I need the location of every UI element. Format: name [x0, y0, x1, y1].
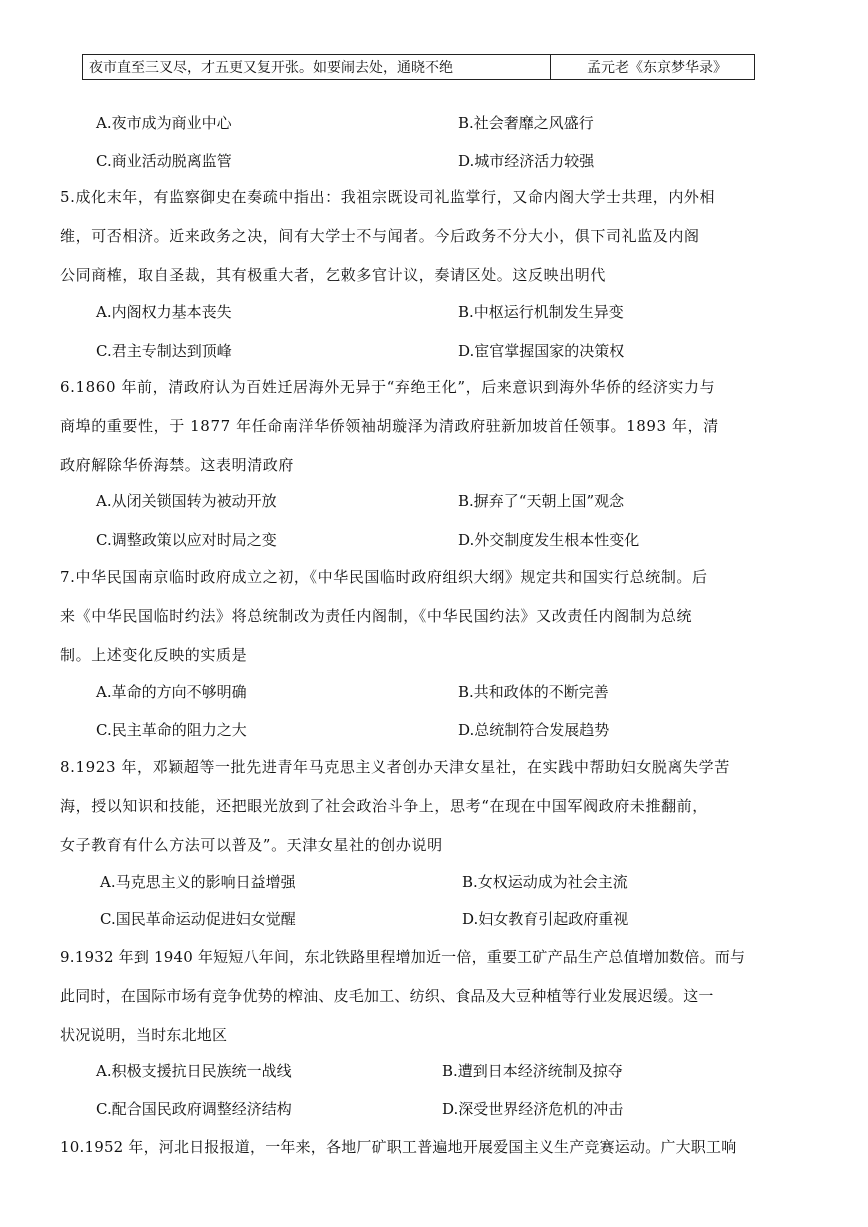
- q8-stem-line: 女子教育有什么方法可以普及”。天津女星社的创办说明: [60, 836, 443, 854]
- q9-option-c: C.配合国民政府调整经济结构: [96, 1100, 292, 1118]
- q7-stem-line: 制。上述变化反映的实质是: [60, 646, 248, 664]
- q10-stem-line: 10.1952 年，河北日报报道，一年来，各地厂矿职工普遍地开展爱国主义生产竞赛运动。广大职工响: [60, 1138, 737, 1156]
- q9-stem-line: 9.1932 年到 1940 年短短八年间，东北铁路里程增加近一倍，重要工矿产品生产总值增加数倍。而与: [60, 948, 746, 966]
- q7-stem-line: 来《中华民国临时约法》将总统制改为责任内阁制，《中华民国约法》又改责任内阁制为总统: [60, 607, 693, 625]
- q9-stem-line: 此同时，在国际市场有竞争优势的榨油、皮毛加工、纺织、食品及大豆种植等行业发展迟缓。这一: [60, 987, 714, 1005]
- q7-option-b: B.共和政体的不断完善: [458, 683, 609, 701]
- q9-stem-line: 状况说明，当时东北地区: [60, 1026, 228, 1044]
- q7-option-c: C.民主革命的阻力之大: [96, 721, 247, 739]
- q9-option-a: A.积极支援抗日民族统一战线: [96, 1062, 292, 1080]
- q5-option-b: B.中枢运行机制发生异变: [458, 303, 624, 321]
- q9-stem: [60, 938, 820, 1055]
- q8-option-a: A.马克思主义的影响日益增强: [100, 873, 296, 891]
- q5-stem-line: 5.成化末年，有监察御史在奏疏中指出：我祖宗既设司礼监掌行，又命内阁大学士共理，内外相: [60, 188, 716, 206]
- q6-stem: [60, 368, 820, 485]
- q7-stem-line: 7.中华民国南京临时政府成立之初，《中华民国临时政府组织大纲》规定共和国实行总统制。后: [60, 568, 708, 586]
- q9-option-d: D.深受世界经济危机的冲击: [442, 1100, 624, 1118]
- q7-option-d: D.总统制符合发展趋势: [458, 721, 610, 739]
- q5-stem-line: 维，可否相济。近来政务之决，间有大学士不与闻者。今后政务不分大小，俱下司礼监及内阁: [60, 227, 700, 245]
- q5-stem-line: 公同商榷，取自圣裁，其有极重大者，乞敕多官计议，奏请区处。这反映出明代: [60, 266, 607, 284]
- source-quote: 夜市直至三叉尽，才五更又复开张。如要闹去处，通晓不绝: [83, 55, 551, 79]
- q6-option-d: D.外交制度发生根本性变化: [458, 531, 640, 549]
- q10-stem: [60, 1128, 820, 1167]
- q6-stem-line: 6.1860 年前，清政府认为百姓迁居海外无异于“弃绝王化”，后来意识到海外华侨的经济实力与: [60, 378, 716, 396]
- q7-stem: [60, 558, 820, 675]
- q4-option-b: B.社会奢靡之风盛行: [458, 114, 594, 132]
- q8-stem-line: 8.1923 年，邓颖超等一批先进青年马克思主义者创办天津女星社，在实践中帮助妇女脱离失学苦: [60, 758, 730, 776]
- q6-option-a: A.从闭关锁国转为被动开放: [96, 492, 277, 510]
- q4-option-d: D.城市经济活力较强: [458, 152, 595, 170]
- q8-option-c: C.国民革命运动促进妇女觉醒: [100, 910, 296, 928]
- q6-option-b: B.摒弃了“天朝上国”观念: [458, 492, 625, 510]
- q8-stem: [60, 748, 820, 865]
- q7-option-a: A.革命的方向不够明确: [96, 683, 247, 701]
- source-citation: 孟元老《东京梦华录》: [587, 60, 727, 76]
- q8-option-b: B.女权运动成为社会主流: [462, 873, 628, 891]
- q4-option-c: C.商业活动脱离监管: [96, 152, 232, 170]
- q6-option-c: C.调整政策以应对时局之变: [96, 531, 277, 549]
- q6-stem-line: 商埠的重要性，于 1877 年任命南洋华侨领袖胡璇泽为清政府驻新加坡首任领事。1893 年，清: [60, 417, 719, 435]
- q5-stem: [60, 178, 820, 295]
- q8-stem-line: 海，授以知识和技能，还把眼光放到了社会政治斗争上，思考“在现在中国军阀政府未推翻前，: [60, 797, 708, 815]
- q5-option-c: C.君主专制达到顶峰: [96, 342, 232, 360]
- q5-option-d: D.宦官掌握国家的决策权: [458, 342, 625, 360]
- q6-stem-line: 政府解除华侨海禁。这表明清政府: [60, 456, 295, 474]
- q5-option-a: A.内阁权力基本丧失: [96, 303, 232, 321]
- q4-option-a: A.夜市成为商业中心: [96, 114, 232, 132]
- q9-option-b: B.遭到日本经济统制及掠夺: [442, 1062, 623, 1080]
- source-table: [82, 54, 755, 80]
- q8-option-d: D.妇女教育引起政府重视: [462, 910, 629, 928]
